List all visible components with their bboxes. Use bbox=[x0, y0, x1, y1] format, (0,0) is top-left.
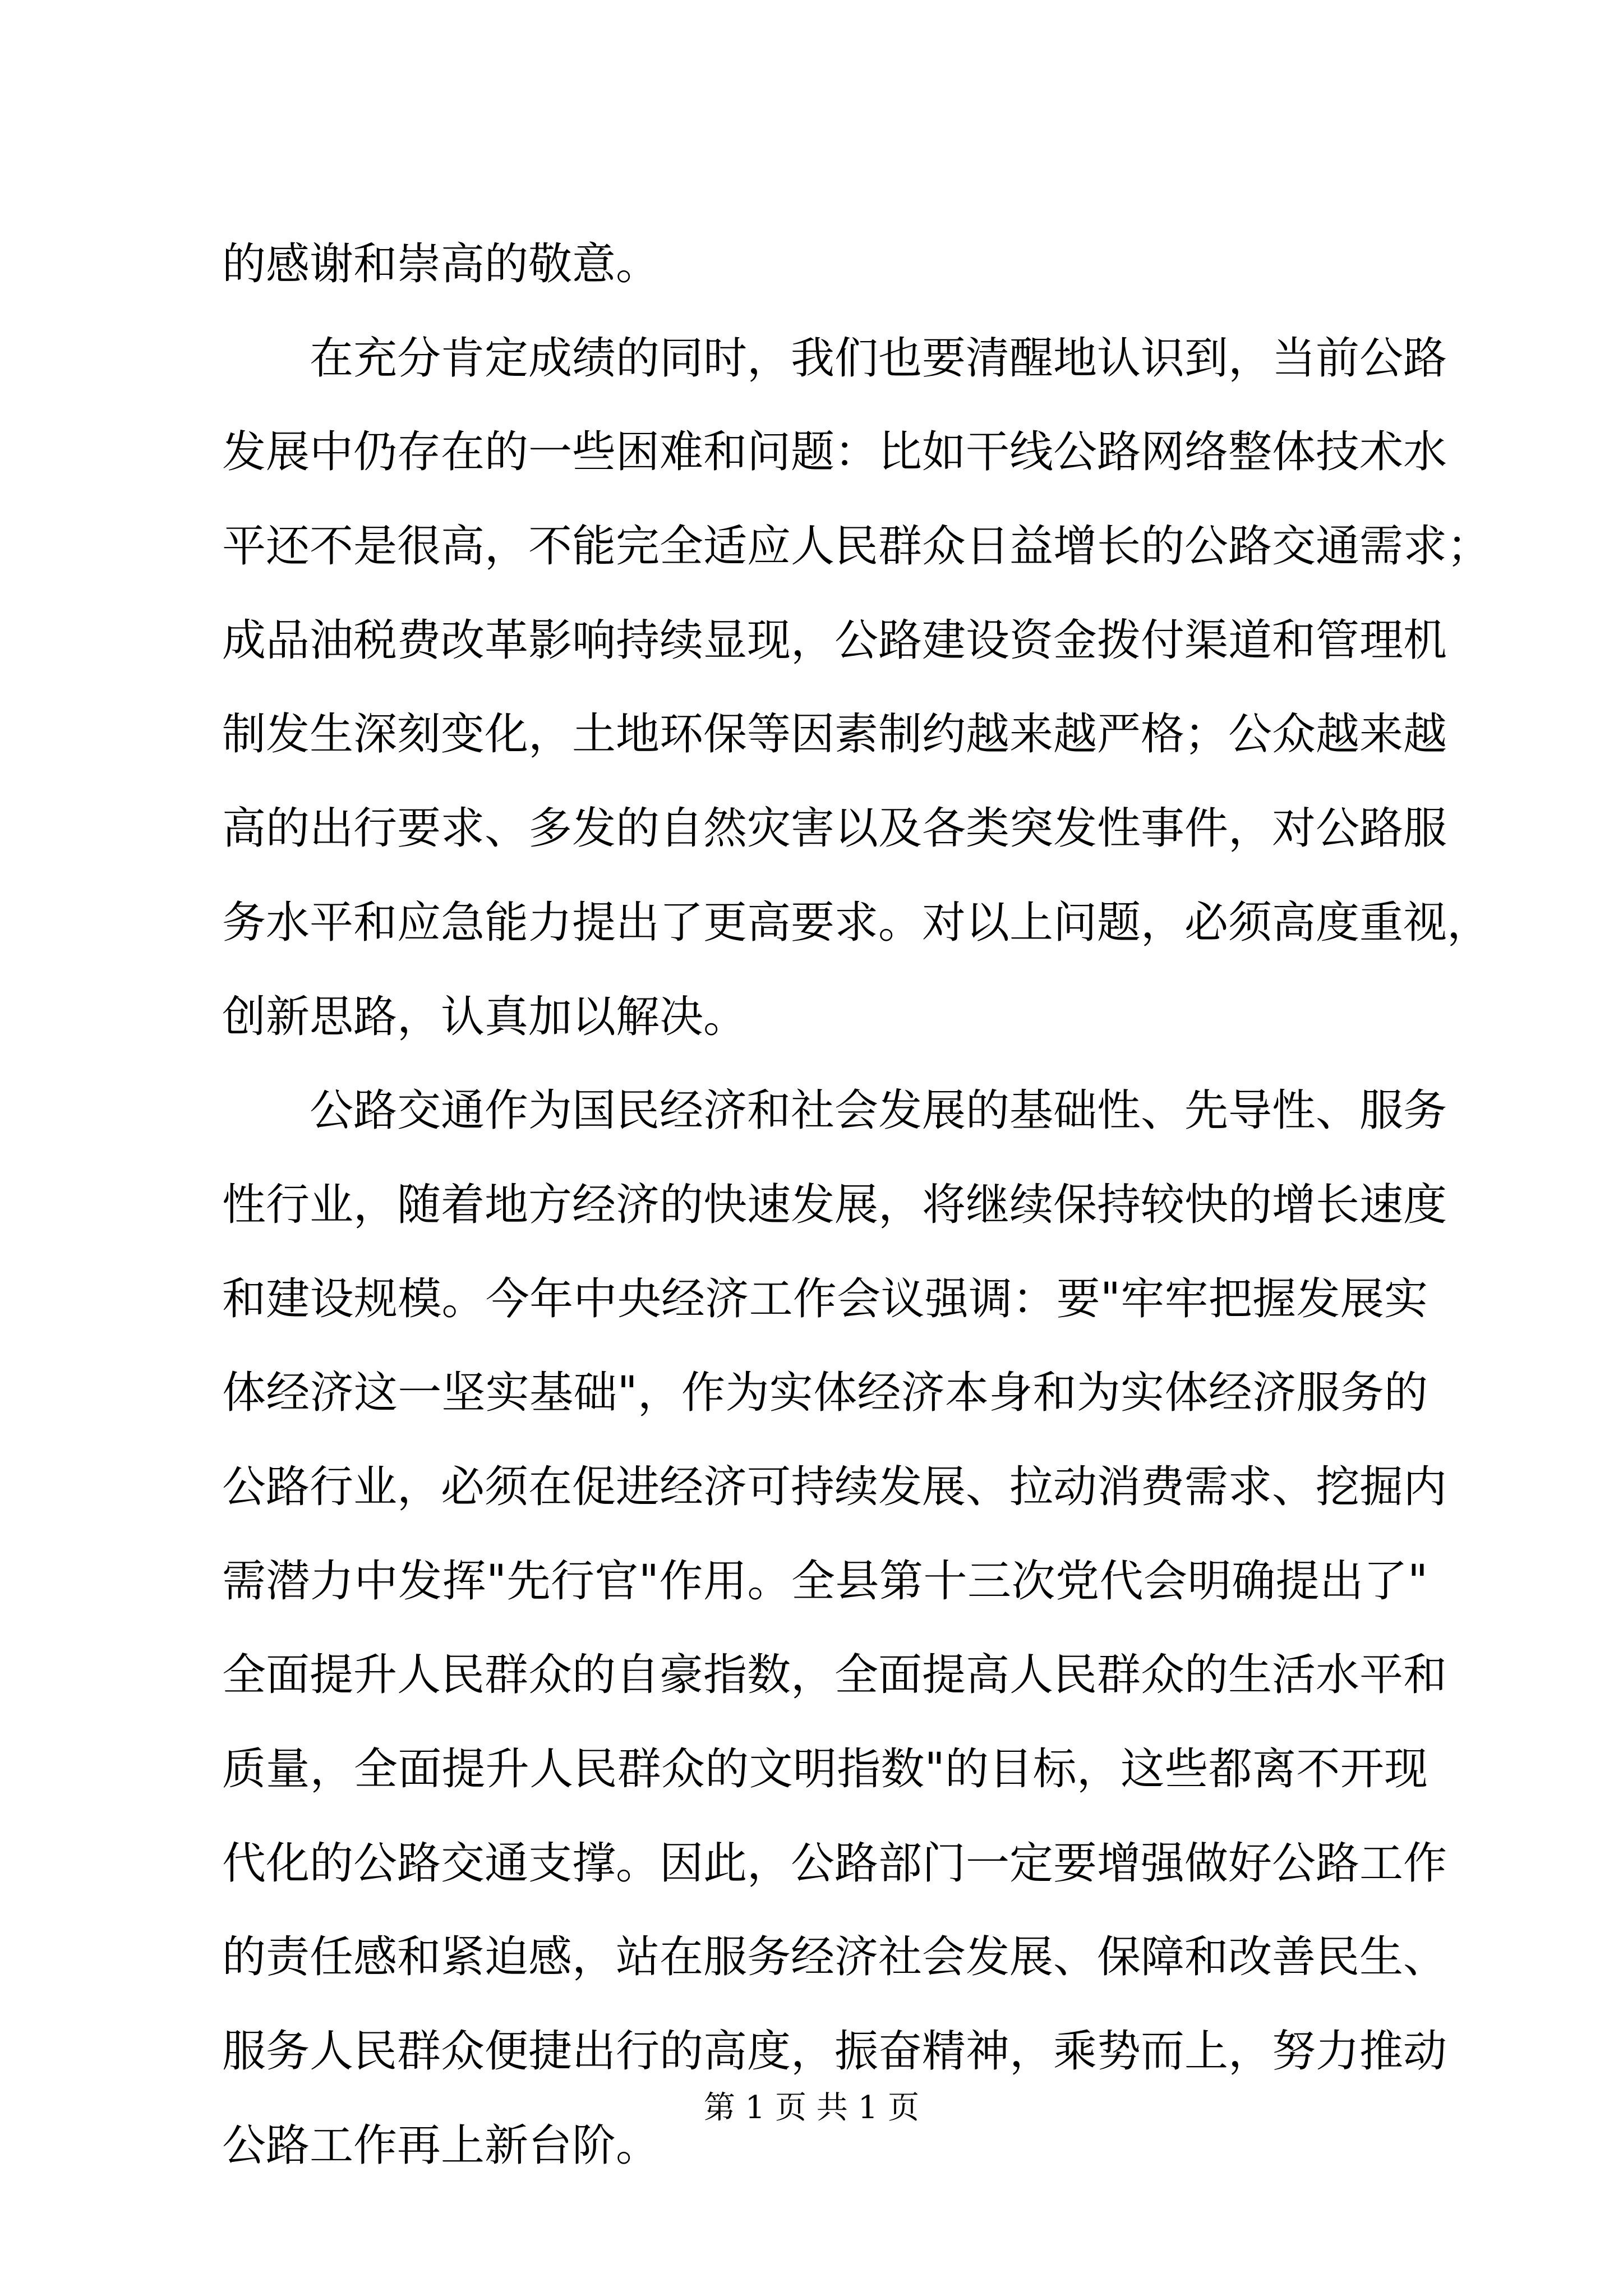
text-line: 服务人民群众便捷出行的高度，振奋精神，乘势而上，努力推动 bbox=[222, 2026, 1447, 2077]
text-line: 的感谢和崇高的敬意。 bbox=[222, 239, 660, 289]
text-line: 质量，全面提升人民群众的文明指数"的目标，这些都离不开现 bbox=[222, 1744, 1428, 1795]
text-line: 代化的公路交通支撑。因此，公路部门一定要增强做好公路工作 bbox=[222, 1838, 1447, 1889]
text-line: 高的出行要求、多发的自然灾害以及各类突发性事件，对公路服 bbox=[222, 803, 1447, 854]
text-line: 在充分肯定成绩的同时，我们也要清醒地认识到，当前公路 bbox=[310, 333, 1447, 384]
text-line: 和建设规模。今年中央经济工作会议强调：要"牢牢把握发展实 bbox=[222, 1273, 1428, 1324]
text-line: 务水平和应急能力提出了更高要求。对以上问题，必须高度重视， bbox=[222, 897, 1491, 948]
text-line: 公路行业，必须在促进经济可持续发展、拉动消费需求、挖掘内 bbox=[222, 1461, 1447, 1512]
page-number-footer: 第 1 页 共 1 页 bbox=[703, 2090, 920, 2126]
text-line: 性行业，随着地方经济的快速发展，将继续保持较快的增长速度 bbox=[222, 1179, 1447, 1230]
text-line: 全面提升人民群众的自豪指数，全面提高人民群众的生活水平和 bbox=[222, 1650, 1447, 1701]
text-line: 创新思路，认真加以解决。 bbox=[222, 991, 748, 1042]
document-body bbox=[222, 218, 1491, 2193]
text-line: 体经济这一坚实基础"，作为实体经济本身和为实体经济服务的 bbox=[222, 1368, 1428, 1419]
text-line: 制发生深刻变化，土地环保等因素制约越来越严格；公众越来越 bbox=[222, 709, 1447, 760]
text-line: 公路工作再上新台阶。 bbox=[222, 2120, 660, 2171]
text-line: 发展中仍存在的一些困难和问题：比如干线公路网络整体技术水 bbox=[222, 427, 1447, 478]
text-line: 的责任感和紧迫感，站在服务经济社会发展、保障和改善民生、 bbox=[222, 1932, 1447, 1983]
text-line: 平还不是很高，不能完全适应人民群众日益增长的公路交通需求； bbox=[222, 521, 1491, 572]
text-line: 公路交通作为国民经济和社会发展的基础性、先导性、服务 bbox=[310, 1085, 1447, 1137]
text-line: 需潜力中发挥"先行官"作用。全县第十三次党代会明确提出了" bbox=[222, 1556, 1428, 1607]
text-line: 成品油税费改革影响持续显现，公路建设资金拨付渠道和管理机 bbox=[222, 615, 1447, 666]
